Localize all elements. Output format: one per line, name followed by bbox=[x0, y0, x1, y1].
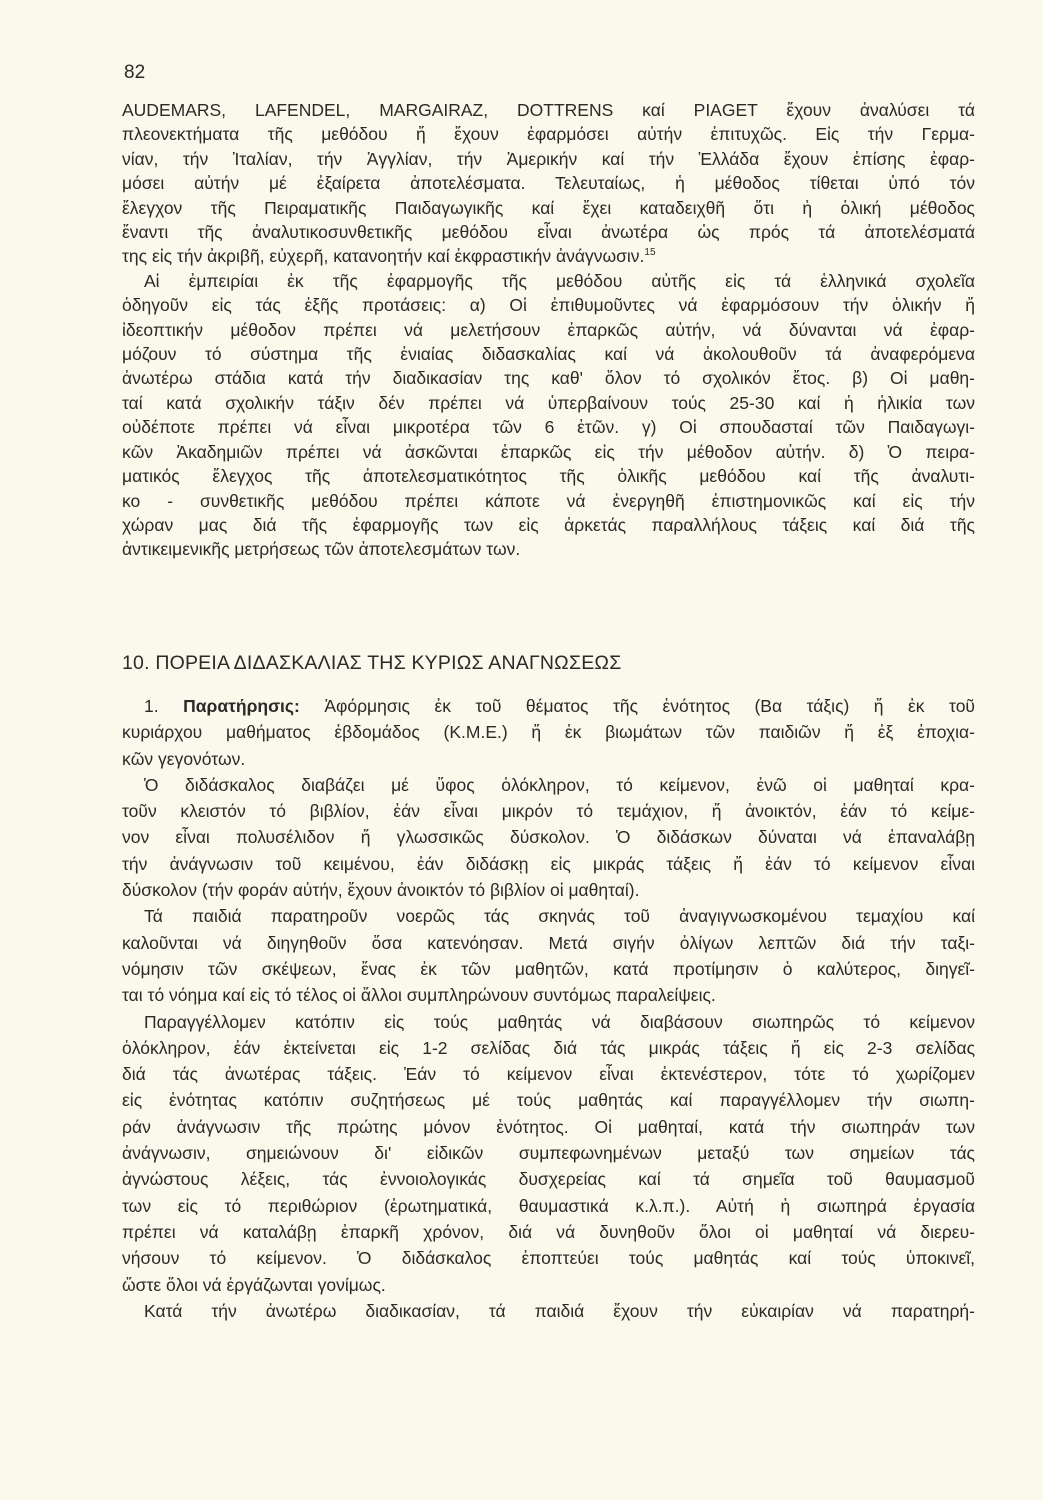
text-line bbox=[122, 1035, 975, 1061]
paragraph bbox=[122, 269, 975, 562]
line-text: ἀνωτέρω στάδια κατά τήν διαδικασίαν της καθ' ὅλον τό σχολικόν ἔτος. β) Οἱ μαθη- bbox=[122, 368, 975, 389]
text-line bbox=[122, 1272, 975, 1298]
text-line bbox=[122, 220, 975, 244]
line-text: ὁλόκληρον, ἐάν ἐκτείνεται εἰς 1-2 σελίδας διά τάς μικράς τάξεις ἤ εἰς 2-3 σελίδας bbox=[122, 1037, 975, 1058]
line-text: AUDEMARS, LAFENDEL, MARGAIRAZ, DOTTRENS καί PIAGET ἔχουν ἀναλύσει τά bbox=[122, 100, 975, 120]
paragraph bbox=[122, 693, 975, 772]
line-text: δύσκολον (τήν φοράν αὐτήν, ἔχουν ἀνοικτόν τό βιβλίον οἱ μαθηταί). bbox=[122, 880, 640, 901]
paragraph bbox=[122, 98, 975, 269]
text-line bbox=[122, 196, 975, 220]
line-text: ται τό νόημα καί εἰς τό τέλος οἱ ἄλλοι συμπληρώνουν συντόμως παραλείψεις. bbox=[122, 985, 716, 1006]
line-text: μόζουν τό σύστημα τῆς ἑνιαίας διδασκαλίας καί νά ἀκολουθοῦν τά ἀναφερόμενα bbox=[122, 344, 975, 365]
line-text: πλεονεκτήματα τῆς μεθόδου ἤ ἔχουν ἐφαρμόσει αὐτήν ἐπιτυχῶς. Εἰς τήν Γερμα- bbox=[122, 124, 975, 145]
line-text: ἀνάγνωσιν, σημειώνουν δι' εἰδικῶν συμπεφωνημένων μεταξύ των σημείων τάς bbox=[122, 1143, 975, 1164]
text-line bbox=[122, 147, 975, 171]
text-line bbox=[122, 489, 975, 513]
line-text: Αἱ ἐμπειρίαι ἐκ τῆς ἐφαρμογῆς τῆς μεθόδου αὐτῆς εἰς τά ἑλληνικά σχολεῖα bbox=[144, 270, 975, 291]
line-text: Κατά τήν ἀνωτέρω διαδικασίαν, τά παιδιά ἔχουν τήν εὐκαιρίαν νά παρατηρή- bbox=[144, 1300, 975, 1321]
text-line bbox=[122, 956, 975, 982]
text-line bbox=[122, 464, 975, 488]
line-text: ὥστε ὅλοι νά ἐργάζωνται γονίμως. bbox=[122, 1274, 386, 1295]
text-line bbox=[122, 877, 975, 903]
line-text: της εἰς τήν ἀκριβῆ, εὐχερῆ, κατανοητήν καί ἐκφραστικήν ἀνάγνωσιν. bbox=[122, 246, 645, 267]
paragraph bbox=[122, 1009, 975, 1298]
text-line bbox=[122, 122, 975, 146]
text-line bbox=[122, 415, 975, 439]
text-line bbox=[122, 930, 975, 956]
text-line bbox=[122, 1166, 975, 1192]
line-text: ἰδεοπτικήν μέθοδον πρέπει νά μελετήσουν ἐπαρκῶς αὐτήν, νά δύνανται νά ἐφαρ- bbox=[122, 319, 975, 340]
text-line bbox=[122, 982, 975, 1008]
line-text: νίαν, τήν Ἰταλίαν, τήν Ἀγγλίαν, τήν Ἀμερικήν καί τήν Ἑλλάδα ἔχουν ἐπίσης ἐφαρ- bbox=[122, 148, 975, 169]
text-line bbox=[122, 798, 975, 824]
item-label: Παρατήρησις: bbox=[183, 696, 300, 716]
text-line bbox=[122, 1009, 975, 1035]
text-line bbox=[122, 391, 975, 415]
footnote-reference: 15 bbox=[644, 247, 656, 259]
text-line bbox=[122, 1219, 975, 1245]
line-text: Ὁ διδάσκαλος διαβάζει μέ ὕφος ὁλόκληρον, τό κείμενον, ἐνῶ οἱ μαθηταί κρα- bbox=[144, 774, 975, 795]
text-line bbox=[122, 719, 975, 745]
paragraph bbox=[122, 903, 975, 1008]
line-text: ἔλεγχον τῆς Πειραματικῆς Παιδαγωγικῆς καί ἔχει καταδειχθῆ ὅτι ἡ ὁλική μέθοδος bbox=[122, 197, 975, 218]
line-text: ἔναντι τῆς ἀναλυτικοσυνθετικῆς μεθόδου εἶναι ἀνωτέρα ὡς πρός τά ἀποτελέσματά bbox=[122, 222, 975, 243]
text-line bbox=[122, 513, 975, 537]
line-text: ἀντικειμενικῆς μετρήσεως τῶν ἀποτελεσμάτων των. bbox=[122, 539, 521, 560]
line-text: Παραγγέλλομεν κατόπιν εἰς τούς μαθητάς νά διαβάσουν σιωπηρῶς τό κείμενον bbox=[144, 1011, 975, 1032]
text-line bbox=[122, 537, 975, 561]
body-text-section-b bbox=[122, 693, 975, 1324]
line-text: ματικός ἔλεγχος τῆς ἀποτελεσματικότητος τῆς ὁλικῆς μεθόδου καί τῆς ἀναλυτι- bbox=[122, 466, 975, 487]
text-line bbox=[122, 342, 975, 366]
text-line bbox=[122, 851, 975, 877]
text-line bbox=[122, 171, 975, 195]
line-text: νόμησιν τῶν σκέψεων, ἕνας ἐκ τῶν μαθητῶν, κατά προτίμησιν ὁ καλύτερος, διηγεῖ- bbox=[122, 958, 975, 979]
paragraph bbox=[122, 1298, 975, 1324]
text-line bbox=[122, 1061, 975, 1087]
text-line bbox=[122, 1140, 975, 1166]
text-line bbox=[122, 693, 975, 719]
text-line bbox=[122, 1114, 975, 1140]
line-text: κυριάρχου μαθήματος ἑβδομάδος (Κ.Μ.Ε.) ἤ ἐκ βιωμάτων τῶν παιδιῶν ἤ ἐξ ἐποχια- bbox=[122, 722, 975, 743]
line-text: νήσουν τό κείμενον. Ὁ διδάσκαλος ἐποπτεύει τούς μαθητάς καί τούς ὑποκινεῖ, bbox=[122, 1248, 975, 1269]
text-line bbox=[122, 1298, 975, 1324]
line-text: εἰς ἑνότητας κατόπιν συζητήσεως μέ τούς μαθητάς καί παραγγέλλομεν τήν σιωπη- bbox=[122, 1090, 975, 1111]
text-line bbox=[122, 746, 975, 772]
line-text: των εἰς τό περιθώριον (ἐρωτηματικά, θαυμαστικά κ.λ.π.). Αὐτή ἡ σιωπηρά ἐργασία bbox=[122, 1195, 975, 1216]
line-text: μόσει αὐτήν μέ ἐξαίρετα ἀποτελέσματα. Τελευταίως, ἡ μέθοδος τίθεται ὑπό τόν bbox=[122, 173, 975, 194]
text-line bbox=[122, 293, 975, 317]
text-line bbox=[122, 366, 975, 390]
text-line bbox=[122, 772, 975, 798]
body-text-section-a bbox=[122, 98, 975, 562]
line-text: κο - συνθετικῆς μεθόδου πρέπει κάποτε νά ἐνεργηθῆ ἐπιστημονικῶς καί εἰς τήν bbox=[122, 490, 975, 511]
text-line bbox=[122, 269, 975, 293]
line-text: διά τάς ἀνωτέρας τάξεις. Ἐάν τό κείμενον εἶναι ἐκτενέστερον, τότε τό χωρίζομεν bbox=[122, 1064, 975, 1085]
line-text: κῶν Ἀκαδημιῶν πρέπει νά ἀσκῶνται ἐπαρκῶς εἰς τήν μέθοδον αὐτήν. δ) Ὁ πειρα- bbox=[122, 441, 975, 462]
line-text: χώραν μας διά τῆς ἐφαρμογῆς των εἰς ἀρκετάς παραλλήλους τάξεις καί διά τῆς bbox=[122, 514, 975, 535]
line-text: ράν ἀνάγνωσιν τῆς πρώτης μόνον ἑνότητος. Οἱ μαθηταί, κατά τήν σιωπηράν των bbox=[122, 1116, 975, 1137]
line-text: πρέπει νά καταλάβῃ ἐπαρκῆ χρόνον, διά νά δυνηθοῦν ὅλοι οἱ μαθηταί νά διερευ- bbox=[122, 1221, 975, 1242]
line-text: οὐδέποτε πρέπει νά εἶναι μικροτέρα τῶν 6 ἐτῶν. γ) Οἱ σπουδασταί τῶν Παιδαγωγι- bbox=[122, 417, 975, 438]
line-text: Τά παιδιά παρατηροῦν νοερῶς τάς σκηνάς τοῦ ἀναγιγνωσκομένου τεμαχίου καί bbox=[144, 906, 975, 927]
text-line bbox=[122, 1193, 975, 1219]
text-line bbox=[122, 318, 975, 342]
page-number: 82 bbox=[124, 62, 146, 83]
line-text: ταί κατά σχολικήν τάξιν δέν πρέπει νά ὑπερβαίνουν τούς 25-30 καί ἡ ἡλικία των bbox=[122, 392, 975, 413]
text-line bbox=[122, 824, 975, 850]
section-heading: 10. ΠΟΡΕΙΑ ΔΙΔΑΣΚΑΛΙΑΣ ΤΗΣ ΚΥΡΙΩΣ ΑΝΑΓΝΩΣΕΩΣ bbox=[122, 652, 622, 674]
text-line bbox=[122, 440, 975, 464]
line-text: καλοῦνται νά διηγηθοῦν ὅσα κατενόησαν. Μετά σιγήν ὀλίγων λεπτῶν διά τήν ταξι- bbox=[122, 932, 975, 953]
line-text: τήν ἀνάγνωσιν τοῦ κειμένου, ἐάν διδάσκῃ εἰς μικράς τάξεις ἤ ἐάν τό κείμενον εἶναι bbox=[122, 853, 975, 874]
text-line bbox=[122, 903, 975, 929]
line-text: τοῦν κλειστόν τό βιβλίον, ἐάν εἶναι μικρόν τό τεμάχιον, ἤ ἀνοικτόν, ἐάν τό κείμε- bbox=[122, 801, 975, 822]
paragraph bbox=[122, 772, 975, 903]
text-line bbox=[122, 1087, 975, 1113]
line-text: νον εἶναι πολυσέλιδον ἤ γλωσσικῶς δύσκολον. Ὁ διδάσκων δύναται νά ἐπαναλάβῃ bbox=[122, 827, 975, 848]
line-text: ἀγνώστους λέξεις, τάς ἐννοιολογικάς δυσχερείας καί τά σημεῖα τοῦ θαυμασμοῦ bbox=[122, 1169, 975, 1190]
item-number: 1. bbox=[144, 696, 159, 716]
line-text: ὁδηγοῦν εἰς τάς ἑξῆς προτάσεις: α) Οἱ ἐπιθυμοῦντες νά ἐφαρμόσουν τήν ὁλικήν ἤ bbox=[122, 295, 975, 316]
text-line bbox=[122, 1245, 975, 1271]
line-text: κῶν γεγονότων. bbox=[122, 748, 246, 769]
text-line bbox=[122, 244, 975, 268]
line-text: Ἀφόρμησις ἐκ τοῦ θέματος τῆς ἑνότητος (Βα τάξις) ἤ ἐκ τοῦ bbox=[324, 696, 975, 716]
text-line bbox=[122, 98, 975, 122]
